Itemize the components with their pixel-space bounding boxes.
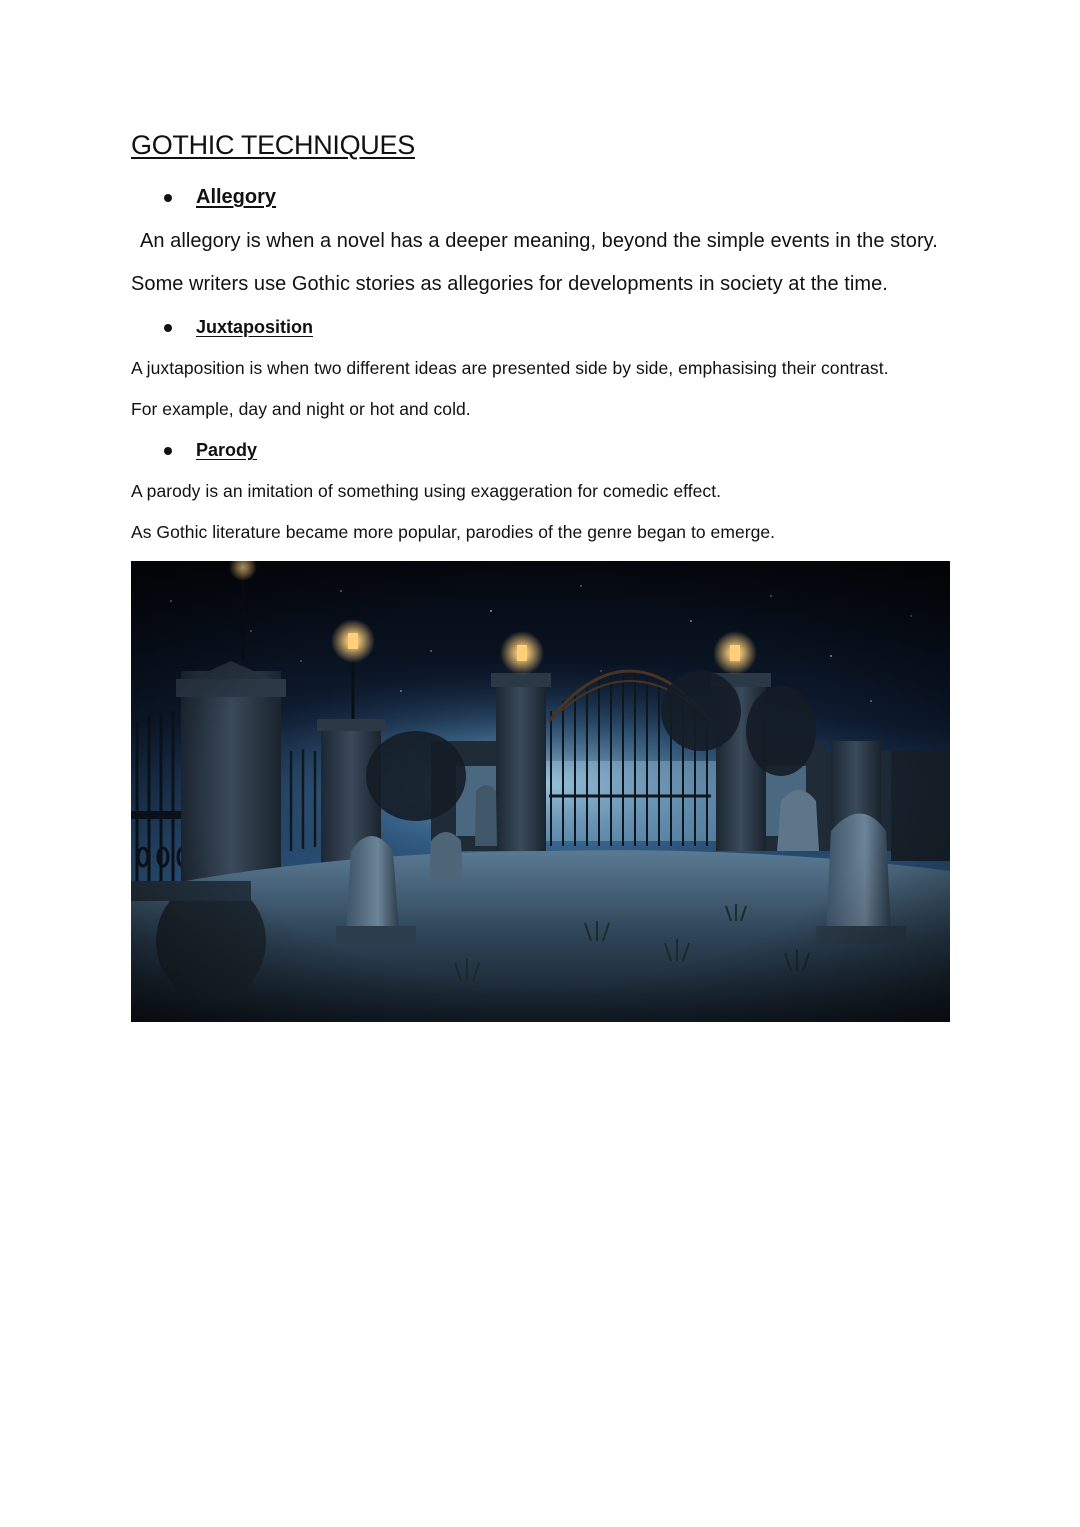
bullet-icon bbox=[164, 447, 172, 455]
section-heading-allegory bbox=[164, 186, 276, 209]
parody-paragraph-line-1: A parody is an imitation of something using exaggeration for comedic effect. bbox=[131, 481, 722, 501]
graveyard-scene-svg bbox=[131, 561, 950, 1022]
juxtaposition-paragraph-line-1: A juxtaposition is when two different ideas are presented side by side, emphasising their contrast. bbox=[131, 358, 889, 378]
bullet-icon bbox=[164, 324, 172, 332]
section-heading-label: Juxtaposition bbox=[196, 317, 314, 337]
section-heading-parody bbox=[164, 440, 257, 461]
juxtaposition-paragraph-line-2: For example, day and night or hot and cold. bbox=[131, 399, 471, 419]
parody-paragraph-line-2: As Gothic literature became more popular, parodies of the genre began to emerge. bbox=[131, 522, 776, 542]
section-heading-label: Allegory bbox=[196, 186, 277, 208]
section-heading-juxtaposition bbox=[164, 317, 313, 338]
bullet-icon bbox=[164, 194, 172, 202]
page-title: GOTHIC TECHNIQUES bbox=[131, 130, 415, 160]
section-heading-label: Parody bbox=[196, 440, 258, 460]
allegory-paragraph-line-2: Some writers use Gothic stories as allegories for developments in society at the time. bbox=[131, 273, 888, 295]
gothic-graveyard-illustration bbox=[131, 561, 950, 1022]
allegory-paragraph-line-1: An allegory is when a novel has a deeper meaning, beyond the simple events in the story. bbox=[140, 230, 938, 252]
